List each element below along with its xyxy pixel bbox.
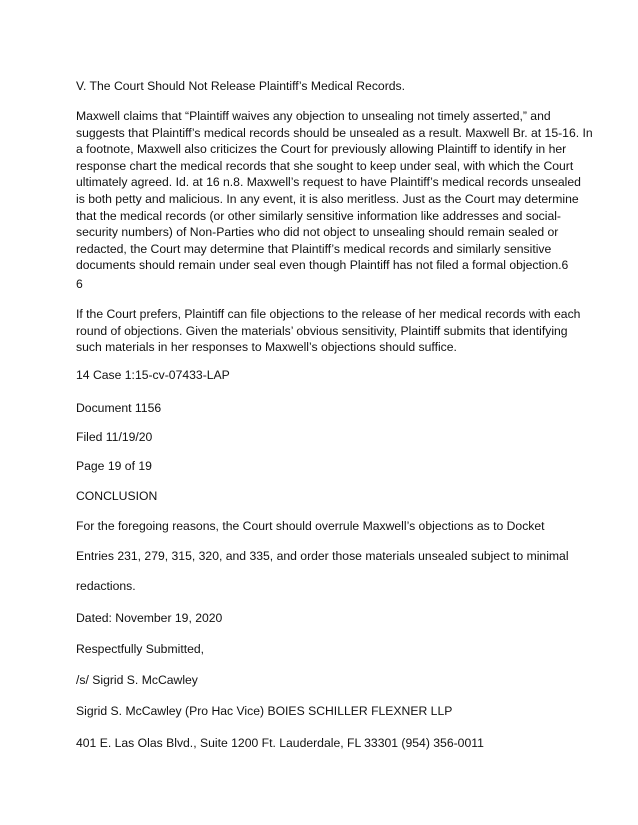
signer-firm-line: Sigrid S. McCawley (Pro Hac Vice) BOIES SCHILLER FLEXNER LLP — [76, 704, 453, 718]
page-number: Page 19 of 19 — [76, 459, 152, 473]
conclusion-heading: CONCLUSION — [76, 489, 158, 503]
closing-line: Respectfully Submitted, — [76, 642, 205, 656]
address-line: 401 E. Las Olas Blvd., Suite 1200 Ft. Lauderdale, FL 33301 (954) 356-0011 — [76, 736, 484, 750]
paragraph-line: ultimately agreed. Id. at 16 n.8. Maxwell’s request to have Plaintiff’s medical records unsealed — [76, 175, 581, 190]
footnote-text — [76, 306, 581, 356]
paragraph-line: is both petty and malicious. In any event, it is also meritless. Just as the Court may determine — [76, 191, 579, 206]
paragraph-line: that the medical records (or other similarly sensitive information like addresses and social- — [76, 208, 561, 223]
footnote-number: 6 — [76, 277, 83, 291]
filed-date: Filed 11/19/20 — [76, 430, 153, 444]
footnote-line: round of objections. Given the materials’ obvious sensitivity, Plaintiff submits that identifying — [76, 323, 568, 338]
document-number: Document 1156 — [76, 401, 162, 415]
dated-line: Dated: November 19, 2020 — [76, 611, 223, 625]
conclusion-line: redactions. — [76, 579, 136, 593]
signature-line: /s/ Sigrid S. McCawley — [76, 673, 198, 687]
paragraph-line: security numbers) of Non-Parties who did not object to unsealing should remain sealed or — [76, 225, 559, 240]
paragraph-line: suggests that Plaintiff’s medical records should be unsealed as a result. Maxwell Br. at 15-16. In — [76, 125, 593, 140]
footnote-line: If the Court prefers, Plaintiff can file objections to the release of her medical records with each — [76, 307, 581, 321]
paragraph-line: response chart the medical records that she sought to keep under seal, with which the Court — [76, 158, 574, 173]
paragraph-line: Maxwell claims that “Plaintiff waives any objection to unsealing not timely asserted,” and — [76, 109, 551, 123]
paragraph-line: documents should remain under seal even though Plaintiff has not filed a formal objection.6 — [76, 258, 569, 273]
section-heading: V. The Court Should Not Release Plaintiff’s Medical Records. — [76, 79, 406, 93]
paragraph-line: redacted, the Court may determine that Plaintiff’s medical records and similarly sensitive — [76, 241, 552, 256]
paragraph-line: a footnote, Maxwell also criticizes the Court for previously allowing Plaintiff to identify in her — [76, 142, 567, 157]
case-line: 14 Case 1:15-cv-07433-LAP — [76, 368, 230, 382]
conclusion-line: Entries 231, 279, 315, 320, and 335, and order those materials unsealed subject to minimal — [76, 549, 569, 563]
conclusion-line: For the foregoing reasons, the Court should overrule Maxwell’s objections as to Docket — [76, 519, 545, 533]
body-paragraph — [76, 108, 593, 274]
footnote-line: such materials in her responses to Maxwell’s objections should suffice. — [76, 340, 457, 355]
